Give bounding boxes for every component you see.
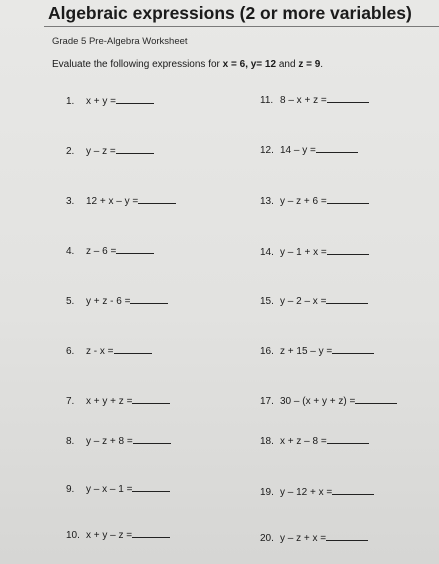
problem-expression: y – x – 1 = (86, 484, 133, 495)
problem-6 (66, 343, 152, 358)
problem-1 (66, 93, 154, 108)
z-value: z = 9 (298, 59, 321, 70)
answer-blank[interactable] (116, 93, 154, 104)
problem-number: 12. (260, 145, 274, 156)
problem-number: 18. (260, 436, 274, 447)
problem-19 (260, 484, 374, 499)
problem-expression: 14 – y = (280, 145, 316, 156)
problem-expression: x + z – 8 = (280, 436, 327, 447)
problem-number: 10. (66, 530, 80, 541)
instructions-join: and (276, 59, 299, 70)
problem-expression: y – z = (86, 146, 116, 157)
worksheet-subtitle: Grade 5 Pre-Algebra Worksheet (52, 36, 188, 47)
x-value: x = 6 (222, 59, 246, 70)
answer-blank[interactable] (132, 481, 170, 492)
answer-blank[interactable] (130, 293, 168, 304)
answer-blank[interactable] (327, 92, 369, 103)
problem-expression: y – z + 8 = (86, 436, 133, 447)
problem-number: 11. (260, 95, 274, 106)
problem-number: 8. (66, 436, 75, 447)
problem-expression: y + z - 6 = (86, 296, 131, 307)
answer-blank[interactable] (327, 193, 369, 204)
problem-expression: y – 1 + x = (280, 247, 327, 258)
problem-13 (260, 193, 369, 208)
problem-expression: 8 – x + z = (280, 95, 327, 106)
problem-4 (66, 243, 154, 258)
problem-number: 20. (260, 533, 274, 544)
answer-blank[interactable] (327, 244, 369, 255)
problem-number: 14. (260, 247, 274, 258)
problem-number: 19. (260, 487, 274, 498)
instructions: Evaluate the following expressions for x = 6, y= 12 and z = 9. (52, 59, 324, 70)
problem-18 (260, 433, 369, 448)
answer-blank[interactable] (327, 433, 369, 444)
problem-expression: y – 12 + x = (280, 487, 333, 498)
problem-number: 9. (66, 484, 75, 495)
problem-expression: z - x = (86, 346, 114, 357)
problem-expression: y – z + x = (280, 533, 327, 544)
problem-expression: z – 6 = (86, 246, 117, 257)
answer-blank[interactable] (355, 393, 397, 404)
problem-3 (66, 193, 176, 208)
problem-number: 6. (66, 346, 75, 357)
problem-14 (260, 244, 369, 259)
problem-number: 3. (66, 196, 75, 207)
problem-number: 15. (260, 296, 274, 307)
answer-blank[interactable] (138, 193, 176, 204)
answer-blank[interactable] (326, 530, 368, 541)
problem-15 (260, 293, 368, 308)
answer-blank[interactable] (133, 433, 171, 444)
problem-expression: 12 + x – y = (86, 196, 139, 207)
problem-number: 2. (66, 146, 75, 157)
answer-blank[interactable] (116, 143, 154, 154)
instructions-tail: . (320, 59, 324, 70)
problem-expression: x + y + z = (86, 396, 133, 407)
problem-expression: x + y = (86, 96, 117, 107)
problem-expression: y – z + 6 = (280, 196, 327, 207)
answer-blank[interactable] (332, 343, 374, 354)
problem-12 (260, 142, 358, 157)
problem-2 (66, 143, 154, 158)
answer-blank[interactable] (114, 343, 152, 354)
problem-20 (260, 530, 368, 545)
problem-5 (66, 293, 168, 308)
problem-number: 1. (66, 96, 75, 107)
y-value: y= 12 (250, 59, 277, 70)
problem-expression: y – 2 – x = (280, 296, 327, 307)
problem-expression: z + 15 – y = (280, 346, 333, 357)
answer-blank[interactable] (132, 393, 170, 404)
answer-blank[interactable] (332, 484, 374, 495)
worksheet-title: Algebraic expressions (2 or more variables) (48, 3, 412, 23)
problem-number: 13. (260, 196, 274, 207)
problem-16 (260, 343, 374, 358)
problem-expression: 30 – (x + y + z) = (280, 396, 356, 407)
problem-number: 17. (260, 396, 274, 407)
answer-blank[interactable] (132, 527, 170, 538)
problem-expression: x + y – z = (86, 530, 133, 541)
problem-number: 5. (66, 296, 75, 307)
answer-blank[interactable] (116, 243, 154, 254)
title-divider (44, 26, 439, 27)
problem-11 (260, 92, 369, 107)
problem-17 (260, 393, 397, 408)
problem-8 (66, 433, 171, 448)
problem-9 (66, 481, 170, 496)
instructions-lead: Evaluate the following expressions for (52, 59, 223, 70)
problem-number: 7. (66, 396, 75, 407)
problem-10 (66, 527, 170, 542)
problem-7 (66, 393, 170, 408)
answer-blank[interactable] (316, 142, 358, 153)
answer-blank[interactable] (326, 293, 368, 304)
problem-number: 4. (66, 246, 75, 257)
problem-number: 16. (260, 346, 274, 357)
